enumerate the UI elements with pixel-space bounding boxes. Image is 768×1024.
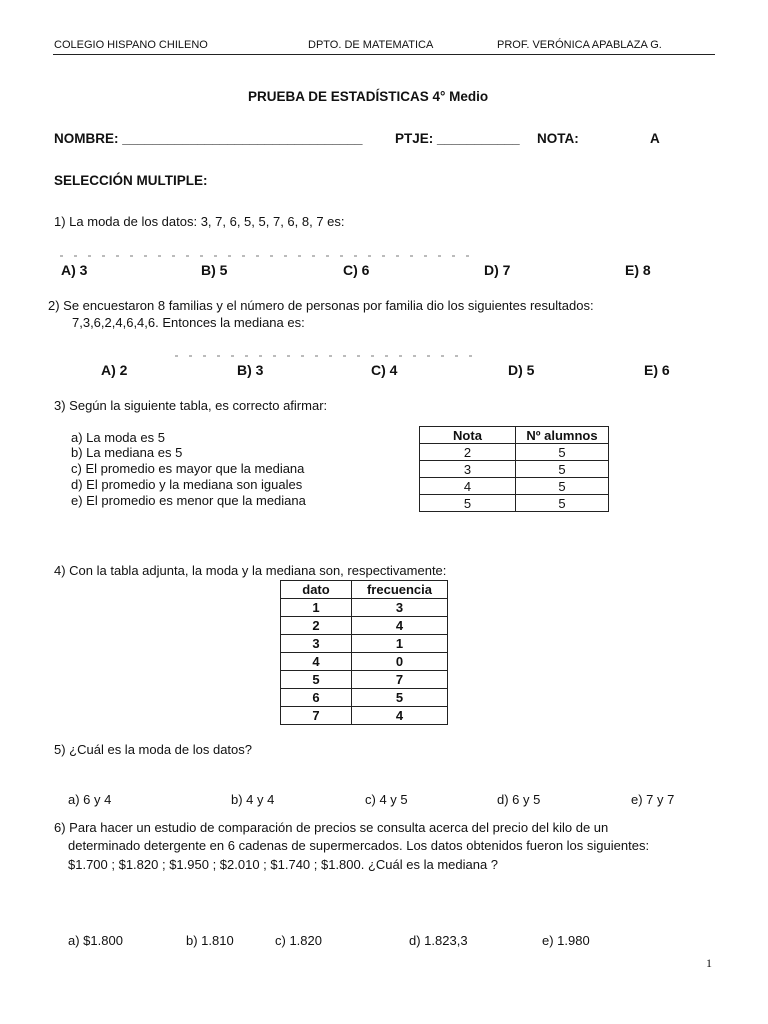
q3-option-c: c) El promedio es mayor que la mediana [71, 461, 305, 476]
table-row [281, 599, 448, 617]
scan-artifact [175, 355, 475, 357]
table-header: Nota [420, 427, 516, 444]
table-row [420, 444, 609, 461]
q5-option-b: b) 4 y 4 [231, 792, 275, 807]
q5-option-d: d) 6 y 5 [497, 792, 541, 807]
q2-option-d: D) 5 [508, 362, 535, 378]
table-cell: 5 [516, 495, 609, 512]
question-4: 4) Con la tabla adjunta, la moda y la mediana son, respectivamente: [54, 563, 447, 578]
scan-artifact [60, 255, 470, 257]
q6-option-b: b) 1.810 [186, 933, 234, 948]
question-2-line-1: 2) Se encuestaron 8 familias y el número de personas por familia dio los siguientes resultados: [48, 298, 594, 313]
q1-option-c: C) 6 [343, 262, 370, 278]
section-title: SELECCIÓN MULTIPLE: [54, 173, 208, 188]
q5-option-c: c) 4 y 5 [365, 792, 408, 807]
page-title: PRUEBA DE ESTADÍSTICAS 4° Medio [248, 89, 489, 104]
table-cell: 2 [281, 617, 352, 635]
q1-option-b: B) 5 [201, 262, 228, 278]
table-row [281, 635, 448, 653]
q6-option-a: a) $1.800 [68, 933, 123, 948]
table-header: dato [281, 581, 352, 599]
q3-table [419, 426, 609, 512]
header-divider [53, 54, 715, 55]
table-cell: 5 [420, 495, 516, 512]
q6-option-c: c) 1.820 [275, 933, 322, 948]
table-cell: 1 [352, 635, 448, 653]
q2-option-b: B) 3 [237, 362, 264, 378]
test-version: A [650, 131, 660, 146]
nota-field: NOTA: [537, 131, 579, 146]
table-header: Nº alumnos [516, 427, 609, 444]
question-6-line-3: $1.700 ; $1.820 ; $1.950 ; $2.010 ; $1.740 ; $1.800. ¿Cuál es la mediana ? [68, 857, 499, 872]
table-row [420, 478, 609, 495]
table-cell: 5 [516, 444, 609, 461]
question-6-line-1: 6) Para hacer un estudio de comparación de precios se consulta acerca del precio del kilo de un [54, 820, 609, 835]
q3-option-e: e) El promedio es menor que la mediana [71, 493, 306, 508]
header-school: COLEGIO HISPANO CHILENO [54, 39, 208, 51]
table-row [281, 617, 448, 635]
header-teacher: PROF. VERÓNICA APABLAZA G. [497, 39, 662, 51]
table-cell: 0 [352, 653, 448, 671]
table-cell: 3 [352, 599, 448, 617]
q1-option-a: A) 3 [61, 262, 88, 278]
q3-option-a: a) La moda es 5 [71, 430, 165, 445]
table-cell: 2 [420, 444, 516, 461]
nombre-field: NOMBRE: ________________________________ [54, 131, 363, 146]
table-cell: 5 [516, 478, 609, 495]
q4-table [280, 580, 448, 725]
table-row [281, 653, 448, 671]
q1-option-d: D) 7 [484, 262, 511, 278]
question-2-line-2: 7,3,6,2,4,6,4,6. Entonces la mediana es: [72, 315, 305, 330]
question-1: 1) La moda de los datos: 3, 7, 6, 5, 5, 7, 6, 8, 7 es: [54, 214, 345, 229]
q2-option-c: C) 4 [371, 362, 398, 378]
table-row [420, 461, 609, 478]
table-cell: 4 [352, 617, 448, 635]
table-cell: 1 [281, 599, 352, 617]
q6-option-e: e) 1.980 [542, 933, 590, 948]
table-cell: 7 [281, 707, 352, 725]
table-row [281, 689, 448, 707]
q2-option-e: E) 6 [644, 362, 670, 378]
table-cell: 3 [420, 461, 516, 478]
table-cell: 4 [352, 707, 448, 725]
table-cell: 5 [516, 461, 609, 478]
table-cell: 5 [281, 671, 352, 689]
page-number: 1 [706, 956, 712, 970]
question-3: 3) Según la siguiente tabla, es correcto afirmar: [54, 398, 328, 413]
q1-option-e: E) 8 [625, 262, 651, 278]
table-cell: 5 [352, 689, 448, 707]
q6-option-d: d) 1.823,3 [409, 933, 468, 948]
table-row [281, 707, 448, 725]
ptje-field: PTJE: ___________ [395, 131, 520, 146]
q5-option-e: e) 7 y 7 [631, 792, 675, 807]
question-6-line-2: determinado detergente en 6 cadenas de supermercados. Los datos obtenidos fueron los siguientes: [68, 838, 650, 853]
q5-option-a: a) 6 y 4 [68, 792, 112, 807]
header-department: DPTO. DE MATEMATICA [308, 39, 434, 51]
table-cell: 7 [352, 671, 448, 689]
question-5: 5) ¿Cuál es la moda de los datos? [54, 742, 252, 757]
table-cell: 3 [281, 635, 352, 653]
q3-option-d: d) El promedio y la mediana son iguales [71, 477, 303, 492]
table-cell: 4 [420, 478, 516, 495]
q3-option-b: b) La mediana es 5 [71, 445, 183, 460]
table-row [420, 495, 609, 512]
table-cell: 6 [281, 689, 352, 707]
table-row [281, 671, 448, 689]
table-cell: 4 [281, 653, 352, 671]
table-header: frecuencia [352, 581, 448, 599]
q2-option-a: A) 2 [101, 362, 128, 378]
